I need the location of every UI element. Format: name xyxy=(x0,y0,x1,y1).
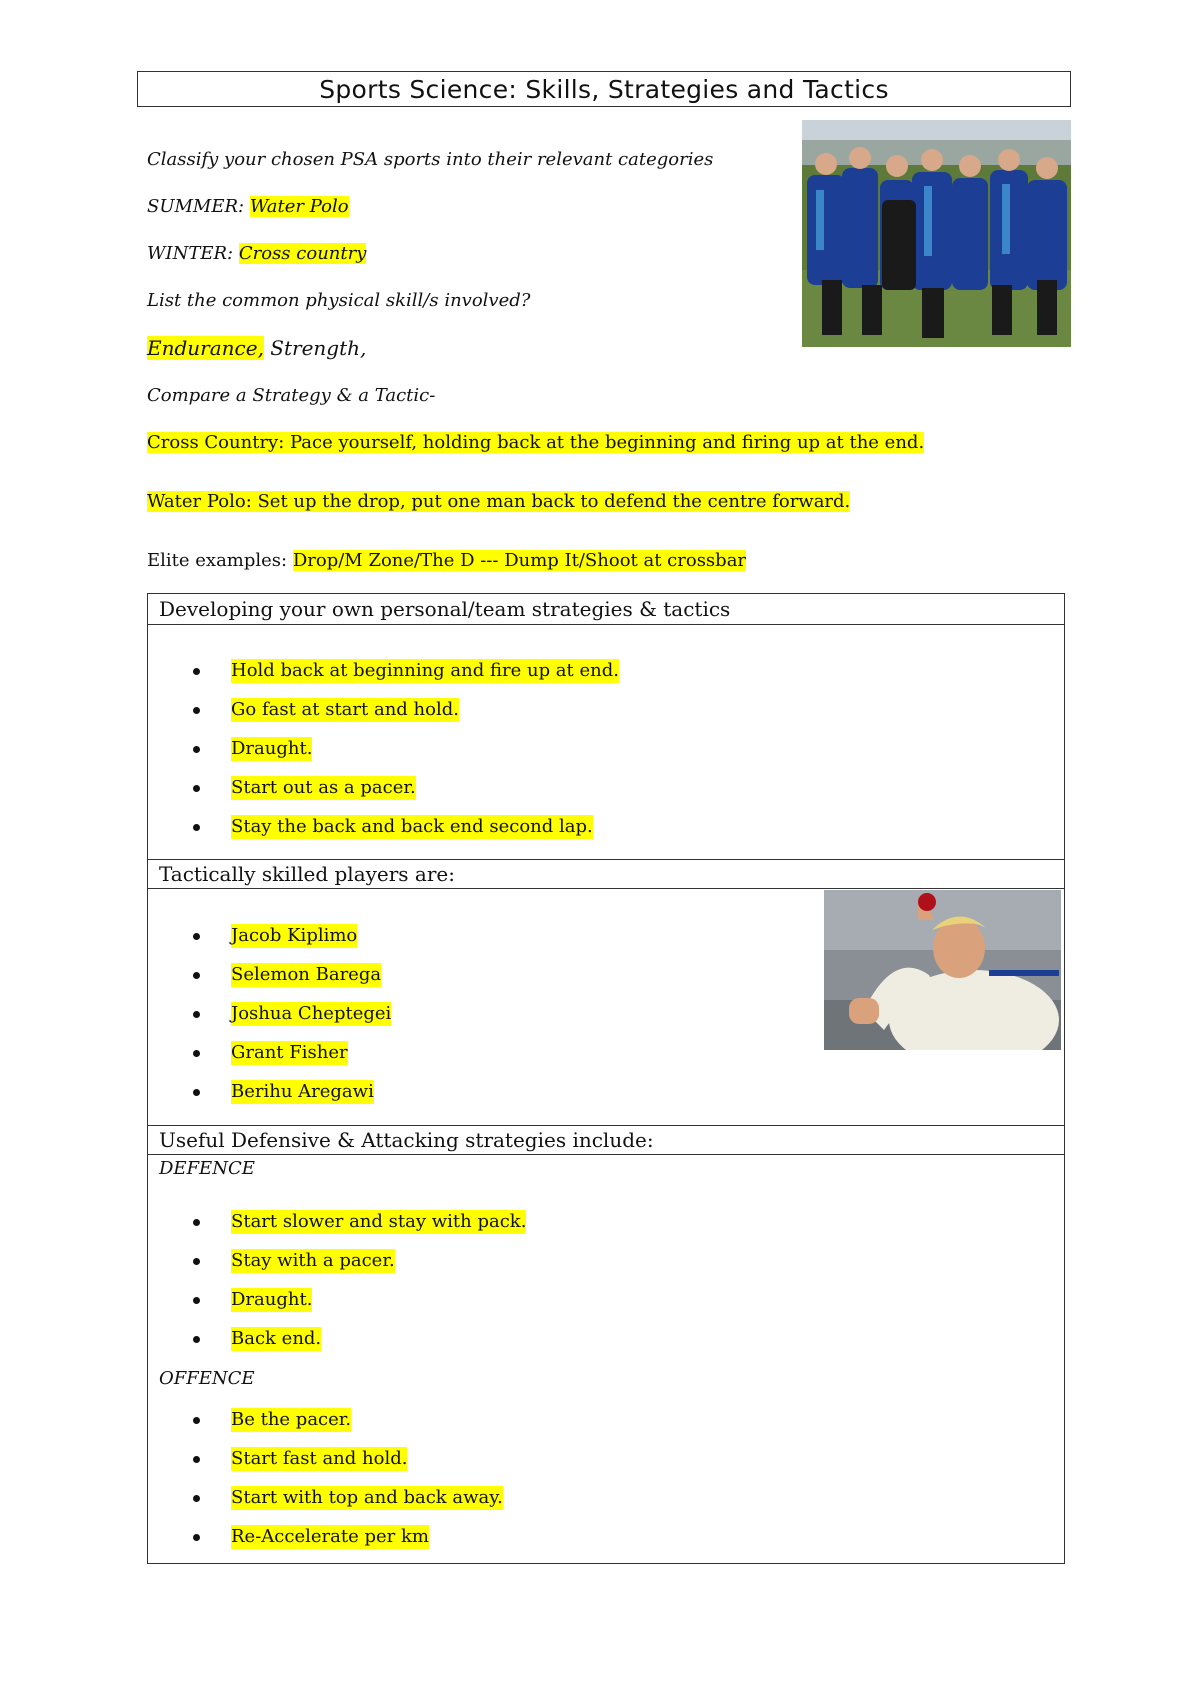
bullet-icon xyxy=(193,1297,200,1304)
strategies-section: Useful Defensive & Attacking strategies include: DEFENCE Start slower and stay with pack. Stay with a pacer. Draught. Back end. OFFENCE Be the pacer. Start fast and hold. Start with top and back away. Re-Accelerate per km xyxy=(147,1125,1065,1564)
bullet-icon xyxy=(193,746,200,753)
developing-heading: Developing your own personal/team strategies & tactics xyxy=(148,594,1064,625)
winter-line xyxy=(147,242,366,266)
bowler-photo xyxy=(824,890,1061,1050)
bullet-icon xyxy=(193,1011,200,1018)
winter-label: WINTER: xyxy=(147,243,239,264)
bullet-icon xyxy=(193,824,200,831)
cross-country-text: Cross Country: Pace yourself, holding back at the beginning and firing up at the end. xyxy=(147,432,925,453)
players-section: Tactically skilled players are: Jacob Kiplimo Selemon Barega Joshua Cheptegei Grant Fisher Berihu Aregawi xyxy=(147,859,1065,1126)
bullet-icon xyxy=(193,785,200,792)
bullet-icon xyxy=(193,1258,200,1265)
bullet-icon xyxy=(193,972,200,979)
page-title xyxy=(137,71,1071,107)
bullet-icon xyxy=(193,1495,200,1502)
skills-prompt: List the common physical skill/s involved? xyxy=(147,290,531,311)
elite-line xyxy=(147,549,746,573)
bullet-icon xyxy=(193,1417,200,1424)
page-title-text: Sports Science: Skills, Strategies and Tactics xyxy=(319,74,889,104)
players-heading: Tactically skilled players are: xyxy=(148,860,1064,889)
bullet-icon xyxy=(193,1456,200,1463)
summer-value: Water Polo xyxy=(249,196,349,217)
defence-label: DEFENCE xyxy=(159,1158,255,1179)
bullet-icon xyxy=(193,933,200,940)
team-huddle-photo xyxy=(802,120,1071,347)
classify-prompt: Classify your chosen PSA sports into their relevant categories xyxy=(147,149,714,170)
bullet-icon xyxy=(193,668,200,675)
bullet-icon xyxy=(193,1089,200,1096)
skill-strength: Strength, xyxy=(263,336,367,360)
summer-label: SUMMER: xyxy=(147,196,250,217)
bullet-icon xyxy=(193,1050,200,1057)
bullet-icon xyxy=(193,1336,200,1343)
bullet-icon xyxy=(193,1219,200,1226)
elite-value: Drop/M Zone/The D --- Dump It/Shoot at crossbar xyxy=(292,550,747,571)
offence-label: OFFENCE xyxy=(159,1368,255,1389)
cross-country-line xyxy=(147,431,924,455)
skills-line xyxy=(147,336,366,360)
elite-label: Elite examples: xyxy=(147,550,293,571)
bullet-icon xyxy=(193,707,200,714)
compare-prompt: Compare a Strategy & a Tactic- xyxy=(147,385,436,406)
water-polo-line xyxy=(147,490,850,514)
strategies-heading: Useful Defensive & Attacking strategies include: xyxy=(148,1126,1064,1155)
developing-section: Developing your own personal/team strategies & tactics Hold back at beginning and fire up at end. Go fast at start and hold. Draught. Start out as a pacer. Stay the back and back end second lap. xyxy=(147,593,1065,860)
water-polo-text: Water Polo: Set up the drop, put one man back to defend the centre forward. xyxy=(147,491,851,512)
summer-line xyxy=(147,195,349,219)
skill-endurance: Endurance, xyxy=(147,336,264,360)
bullet-icon xyxy=(193,1534,200,1541)
winter-value: Cross country xyxy=(238,243,367,264)
